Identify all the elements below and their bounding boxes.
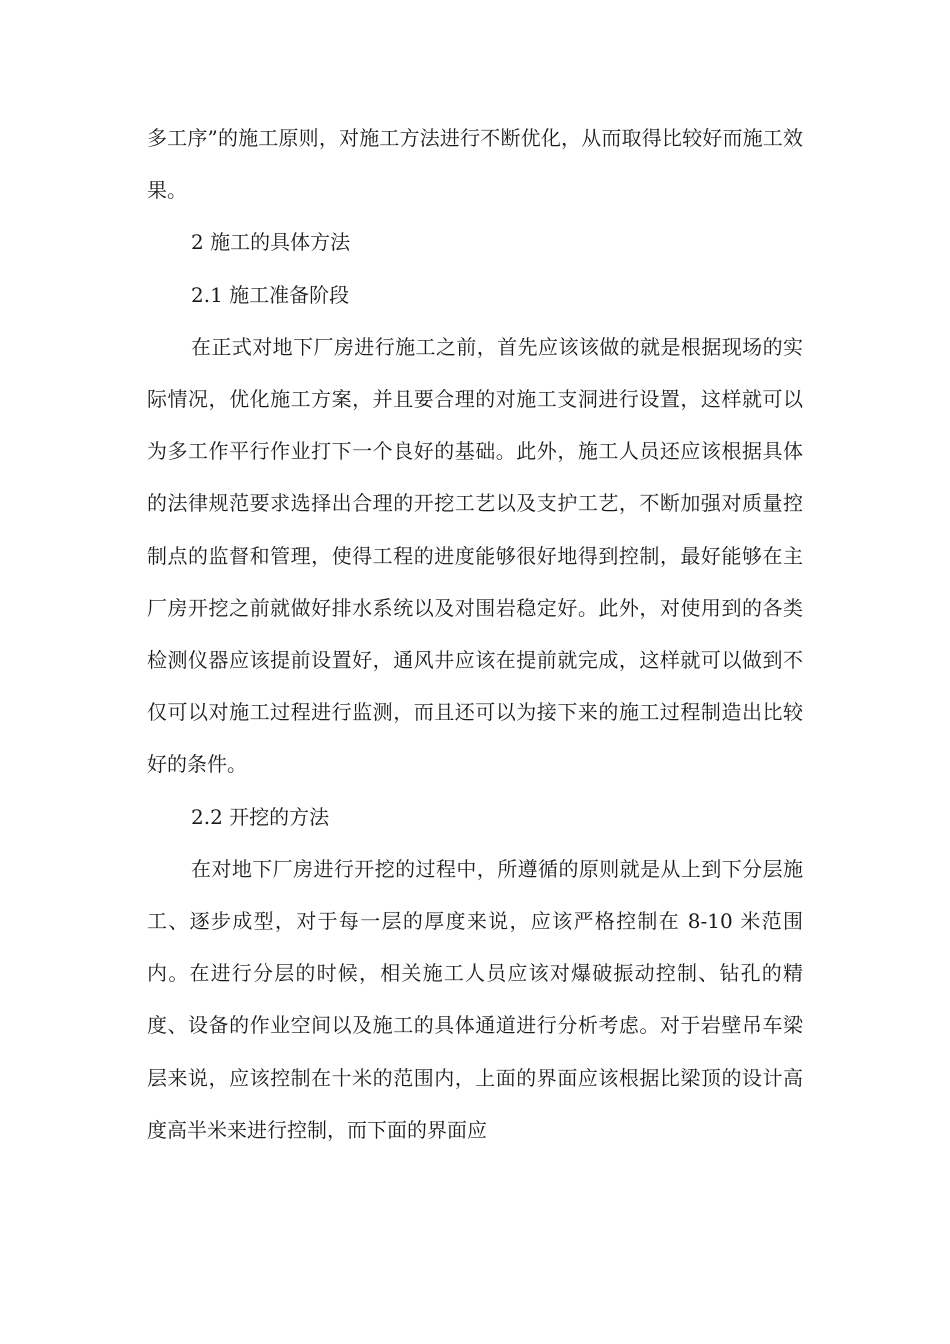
paragraph-continuation: 多工序”的施工原则，对施工方法进行不断优化，从而取得比较好而施工效果。 bbox=[147, 126, 803, 203]
subsection-heading: 2.2 开挖的方法 bbox=[191, 804, 330, 829]
section-heading: 2 施工的具体方法 bbox=[191, 230, 351, 255]
subsection-heading: 2.1 施工准备阶段 bbox=[191, 282, 350, 307]
document-body bbox=[147, 112, 803, 1156]
body-paragraph: 在正式对地下厂房进行施工之前，首先应该该做的就是根据现场的实际情况，优化施工方案，并且要合理的对施工支洞进行设置，这样就可以为多工作平行作业打下一个良好的基础。此外，施工人员还应该根据具体的法律规范要求选择出合理的开挖工艺以及支护工艺，不断加强对质量控制点的监督和管理，使得工程的进度能够很好地得到控制，最好能够在主厂房开挖之前就做好排水系统以及对围岩稳定好。此外，对使用到的各类检测仪器应该提前设置好，通风井应该在提前就完成，这样就可以做到不仅可以对施工过程进行监测，而且还可以为接下来的施工过程制造出比较好的条件。 bbox=[147, 334, 803, 777]
body-paragraph: 在对地下厂房进行开挖的过程中，所遵循的原则就是从上到下分层施工、逐步成型，对于每一层的厚度来说，应该严格控制在 8-10 米范围内。在进行分层的时候，相关施工人员应该对爆破振动控制、钻孔的精度、设备的作业空间以及施工的具体通道进行分析考虑。对于岩壁吊车梁层来说，应该控制在十米的范围内，上面的界面应该根据比梁顶的设计高度高半米来进行控制，而下面的界面应 bbox=[147, 856, 803, 1142]
